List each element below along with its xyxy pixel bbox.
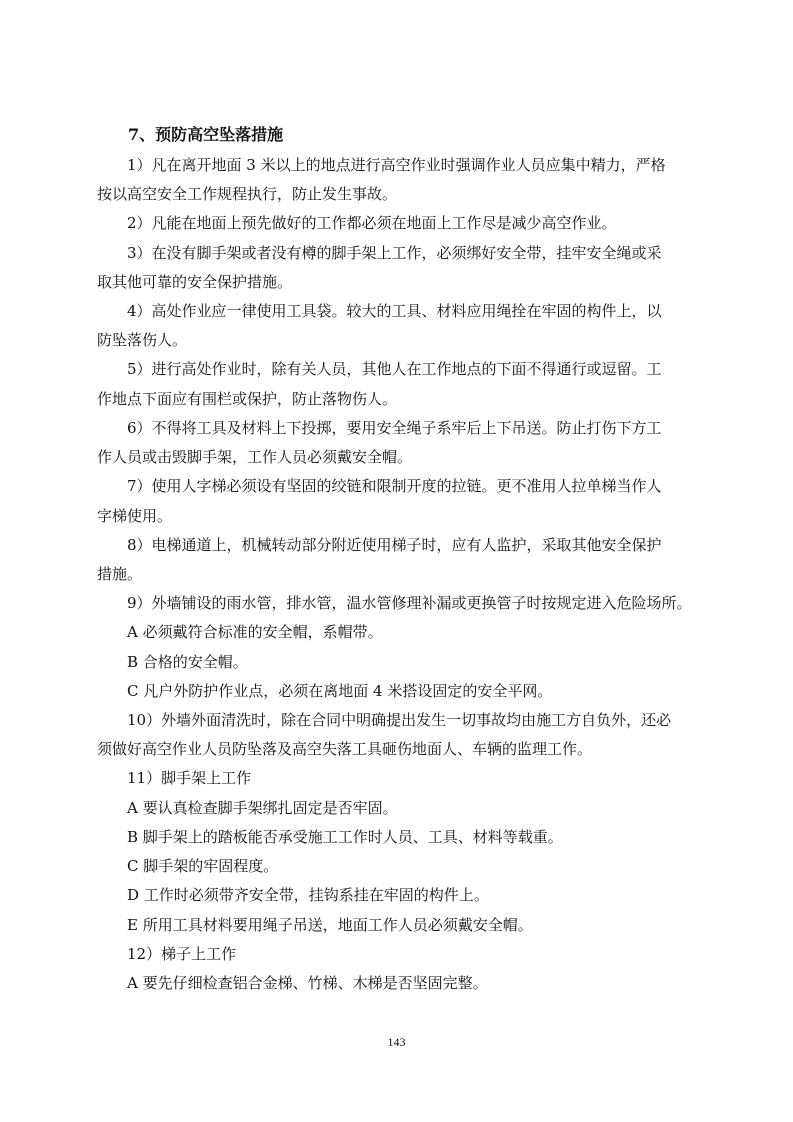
paragraph-line: 字梯使用。 (97, 507, 173, 525)
paragraph-line: 1）凡在离开地面 3 米以上的地点进行高空作业时强调作业人员应集中精力，严格 (127, 156, 666, 174)
paragraph-line: A 要认真检查脚手架绑扎固定是否牢固。 (127, 799, 398, 817)
paragraph-line: 取其他可靠的安全保护措施。 (97, 273, 293, 291)
section-heading: 7、预防高空坠落措施 (128, 125, 284, 144)
paragraph-line: E 所用工具材料要用绳子吊送，地面工作人员必须戴安全帽。 (127, 916, 533, 934)
paragraph-line: 防坠落伤人。 (97, 331, 188, 349)
paragraph-line: 9）外墙铺设的雨水管，排水管，温水管修理补漏或更换管子时按规定进入危险场所。 (127, 594, 692, 612)
paragraph-line: C 凡户外防护作业点，必须在离地面 4 米搭设固定的安全平网。 (127, 682, 553, 700)
paragraph-line: 2）凡能在地面上预先做好的工作都必须在地面上工作尽是减少高空作业。 (127, 214, 617, 232)
paragraph-line: 3）在没有脚手架或者没有樽的脚手架上工作，必须绑好安全带，挂牢安全绳或采 (127, 244, 662, 262)
page-number: 143 (387, 1035, 406, 1049)
paragraph-line: D 工作时必须带齐安全带，挂钩系挂在牢固的构件上。 (127, 886, 489, 904)
paragraph-line: 4）高处作业应一律使用工具袋。较大的工具、材料应用绳拴在牢固的构件上，以 (127, 302, 662, 320)
paragraph-line: 按以高空安全工作规程执行，防止发生事故。 (97, 185, 398, 203)
paragraph-line: 10）外墙外面清洗时，除在合同中明确提出发生一切事故均由施工方自负外，还必 (127, 711, 672, 729)
paragraph-line: 8）电梯通道上，机械转动部分附近使用梯子时，应有人监护，采取其他安全保护 (127, 536, 662, 554)
paragraph-line: A 必须戴符合标准的安全帽，系帽带。 (127, 623, 383, 641)
paragraph-line: 11）脚手架上工作 (127, 769, 252, 787)
paragraph-line: 作人员或击毁脚手架，工作人员必须戴安全帽。 (97, 448, 413, 466)
paragraph-line: C 脚手架的牢固程度。 (127, 857, 279, 875)
paragraph-line: 作地点下面应有围栏或保护，防止落物伤人。 (97, 390, 398, 408)
paragraph-line: B 脚手架上的踏板能否承受施工工作时人员、工具、材料等载重。 (127, 828, 563, 846)
paragraph-line: B 合格的安全帽。 (127, 653, 248, 671)
paragraph-line: A 要先仔细检查铝合金梯、竹梯、木梯是否坚固完整。 (127, 974, 488, 992)
paragraph-line: 12）梯子上工作 (127, 945, 237, 963)
paragraph-line: 须做好高空作业人员防坠落及高空失落工具砸伤地面人、车辆的监理工作。 (97, 740, 593, 758)
paragraph-line: 7）使用人字梯必须设有坚固的绞链和限制开度的拉链。更不准用人拉单梯当作人 (127, 477, 662, 495)
paragraph-line: 6）不得将工具及材料上下投掷，要用安全绳子系牢后上下吊送。防止打伤下方工 (127, 419, 662, 437)
paragraph-line: 措施。 (97, 565, 143, 583)
paragraph-line: 5）进行高处作业时，除有关人员，其他人在工作地点的下面不得通行或逗留。工 (127, 360, 662, 378)
